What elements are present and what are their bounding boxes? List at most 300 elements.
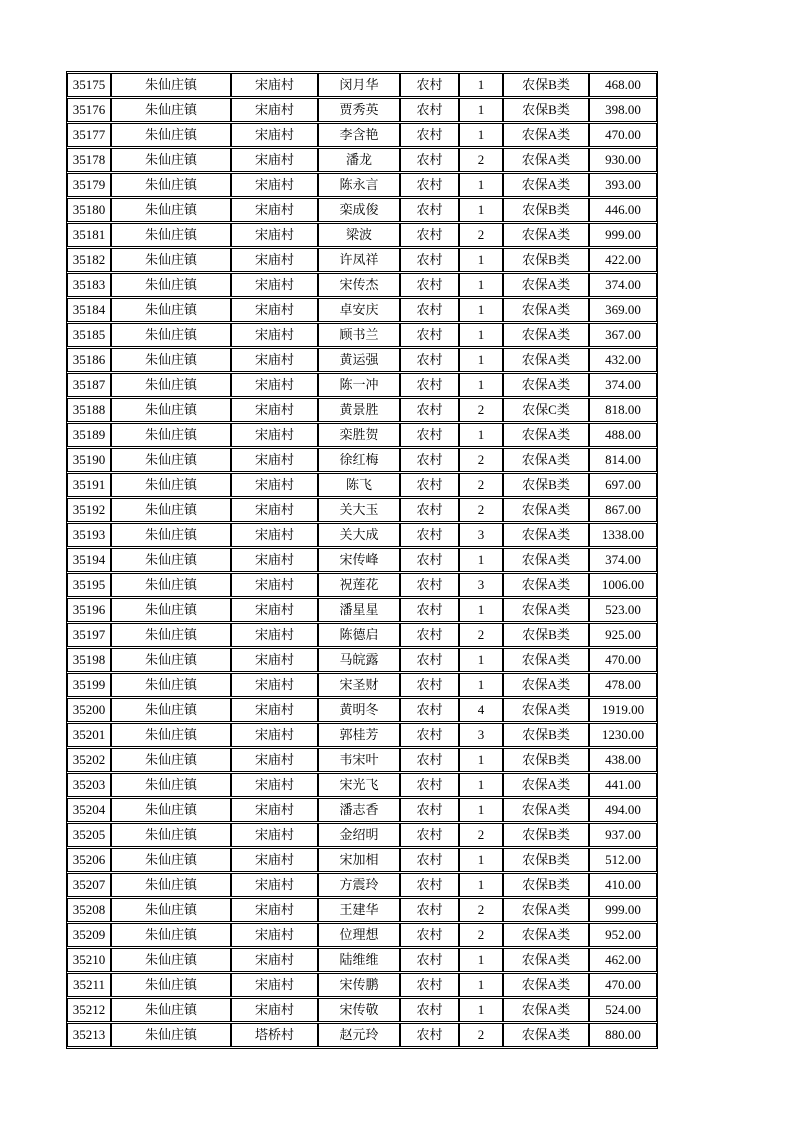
cell-amount: 999.00 <box>589 223 657 247</box>
cell-town: 朱仙庄镇 <box>111 173 231 197</box>
cell-serial-number: 35196 <box>67 598 111 622</box>
table-row <box>67 248 657 272</box>
cell-serial-number: 35199 <box>67 673 111 697</box>
cell-serial-number: 35212 <box>67 998 111 1022</box>
cell-person-count: 2 <box>459 623 503 647</box>
cell-person-count: 2 <box>459 473 503 497</box>
cell-town: 朱仙庄镇 <box>111 223 231 247</box>
cell-person-count: 1 <box>459 198 503 222</box>
cell-amount: 432.00 <box>589 348 657 372</box>
cell-person-count: 1 <box>459 948 503 972</box>
cell-person-name: 祝莲花 <box>318 573 400 597</box>
cell-household-type: 农村 <box>400 648 459 672</box>
cell-serial-number: 35180 <box>67 198 111 222</box>
cell-amount: 925.00 <box>589 623 657 647</box>
cell-serial-number: 35175 <box>67 73 111 97</box>
table-row <box>67 648 657 672</box>
table-row <box>67 223 657 247</box>
cell-serial-number: 35210 <box>67 948 111 972</box>
cell-household-type: 农村 <box>400 523 459 547</box>
cell-village: 宋庙村 <box>231 648 318 672</box>
table-row <box>67 1023 657 1047</box>
cell-insurance-category: 农保A类 <box>503 448 589 472</box>
cell-person-name: 陈一冲 <box>318 373 400 397</box>
table-row <box>67 873 657 897</box>
cell-household-type: 农村 <box>400 323 459 347</box>
cell-household-type: 农村 <box>400 448 459 472</box>
cell-village: 宋庙村 <box>231 998 318 1022</box>
cell-town: 朱仙庄镇 <box>111 823 231 847</box>
cell-household-type: 农村 <box>400 423 459 447</box>
cell-village: 塔桥村 <box>231 1023 318 1047</box>
cell-amount: 438.00 <box>589 748 657 772</box>
cell-household-type: 农村 <box>400 348 459 372</box>
table-row <box>67 273 657 297</box>
cell-town: 朱仙庄镇 <box>111 423 231 447</box>
table-row <box>67 748 657 772</box>
cell-person-name: 金绍明 <box>318 823 400 847</box>
cell-person-name: 宋传峰 <box>318 548 400 572</box>
cell-serial-number: 35208 <box>67 898 111 922</box>
cell-village: 宋庙村 <box>231 248 318 272</box>
cell-household-type: 农村 <box>400 598 459 622</box>
cell-town: 朱仙庄镇 <box>111 448 231 472</box>
cell-person-count: 2 <box>459 148 503 172</box>
cell-serial-number: 35183 <box>67 273 111 297</box>
cell-insurance-category: 农保B类 <box>503 748 589 772</box>
cell-amount: 814.00 <box>589 448 657 472</box>
cell-village: 宋庙村 <box>231 823 318 847</box>
cell-village: 宋庙村 <box>231 73 318 97</box>
table-row <box>67 173 657 197</box>
cell-village: 宋庙村 <box>231 348 318 372</box>
cell-amount: 410.00 <box>589 873 657 897</box>
cell-person-name: 陆维维 <box>318 948 400 972</box>
cell-person-name: 郭桂芳 <box>318 723 400 747</box>
cell-town: 朱仙庄镇 <box>111 73 231 97</box>
cell-household-type: 农村 <box>400 1023 459 1047</box>
cell-town: 朱仙庄镇 <box>111 948 231 972</box>
cell-village: 宋庙村 <box>231 123 318 147</box>
cell-serial-number: 35191 <box>67 473 111 497</box>
cell-amount: 999.00 <box>589 898 657 922</box>
cell-town: 朱仙庄镇 <box>111 473 231 497</box>
cell-household-type: 农村 <box>400 698 459 722</box>
cell-town: 朱仙庄镇 <box>111 98 231 122</box>
table-row <box>67 598 657 622</box>
cell-serial-number: 35192 <box>67 498 111 522</box>
cell-insurance-category: 农保A类 <box>503 598 589 622</box>
cell-town: 朱仙庄镇 <box>111 748 231 772</box>
table-row <box>67 698 657 722</box>
cell-person-count: 2 <box>459 1023 503 1047</box>
cell-village: 宋庙村 <box>231 773 318 797</box>
table-row <box>67 323 657 347</box>
table-row <box>67 498 657 522</box>
cell-household-type: 农村 <box>400 198 459 222</box>
cell-person-name: 宋光飞 <box>318 773 400 797</box>
cell-person-name: 贾秀英 <box>318 98 400 122</box>
cell-person-name: 潘星星 <box>318 598 400 622</box>
cell-household-type: 农村 <box>400 98 459 122</box>
cell-amount: 494.00 <box>589 798 657 822</box>
table-row <box>67 923 657 947</box>
cell-household-type: 农村 <box>400 673 459 697</box>
cell-household-type: 农村 <box>400 773 459 797</box>
cell-town: 朱仙庄镇 <box>111 398 231 422</box>
cell-village: 宋庙村 <box>231 848 318 872</box>
cell-person-count: 1 <box>459 773 503 797</box>
cell-amount: 374.00 <box>589 273 657 297</box>
cell-person-name: 陈永言 <box>318 173 400 197</box>
cell-village: 宋庙村 <box>231 898 318 922</box>
cell-town: 朱仙庄镇 <box>111 723 231 747</box>
cell-insurance-category: 农保A类 <box>503 948 589 972</box>
cell-person-count: 2 <box>459 823 503 847</box>
cell-person-name: 闵月华 <box>318 73 400 97</box>
cell-household-type: 农村 <box>400 998 459 1022</box>
cell-person-count: 3 <box>459 723 503 747</box>
cell-village: 宋庙村 <box>231 598 318 622</box>
cell-village: 宋庙村 <box>231 748 318 772</box>
cell-insurance-category: 农保A类 <box>503 298 589 322</box>
cell-amount: 462.00 <box>589 948 657 972</box>
cell-serial-number: 35177 <box>67 123 111 147</box>
cell-person-name: 位理想 <box>318 923 400 947</box>
cell-town: 朱仙庄镇 <box>111 773 231 797</box>
cell-person-count: 3 <box>459 573 503 597</box>
cell-person-name: 关大成 <box>318 523 400 547</box>
cell-town: 朱仙庄镇 <box>111 673 231 697</box>
cell-person-name: 赵元玲 <box>318 1023 400 1047</box>
cell-insurance-category: 农保A类 <box>503 523 589 547</box>
cell-village: 宋庙村 <box>231 573 318 597</box>
cell-insurance-category: 农保B类 <box>503 723 589 747</box>
cell-town: 朱仙庄镇 <box>111 598 231 622</box>
cell-amount: 446.00 <box>589 198 657 222</box>
cell-town: 朱仙庄镇 <box>111 323 231 347</box>
cell-town: 朱仙庄镇 <box>111 148 231 172</box>
cell-household-type: 农村 <box>400 873 459 897</box>
cell-village: 宋庙村 <box>231 298 318 322</box>
cell-serial-number: 35178 <box>67 148 111 172</box>
table-body <box>67 73 657 1047</box>
cell-town: 朱仙庄镇 <box>111 273 231 297</box>
cell-person-count: 3 <box>459 523 503 547</box>
cell-amount: 393.00 <box>589 173 657 197</box>
cell-insurance-category: 农保A类 <box>503 323 589 347</box>
table-row <box>67 148 657 172</box>
cell-serial-number: 35190 <box>67 448 111 472</box>
cell-serial-number: 35207 <box>67 873 111 897</box>
cell-amount: 512.00 <box>589 848 657 872</box>
cell-amount: 1338.00 <box>589 523 657 547</box>
cell-village: 宋庙村 <box>231 923 318 947</box>
cell-insurance-category: 农保B类 <box>503 623 589 647</box>
cell-serial-number: 35209 <box>67 923 111 947</box>
cell-insurance-category: 农保A类 <box>503 773 589 797</box>
table-row <box>67 298 657 322</box>
cell-amount: 1230.00 <box>589 723 657 747</box>
cell-household-type: 农村 <box>400 223 459 247</box>
cell-village: 宋庙村 <box>231 448 318 472</box>
cell-village: 宋庙村 <box>231 698 318 722</box>
cell-insurance-category: 农保A类 <box>503 498 589 522</box>
table-row <box>67 548 657 572</box>
cell-person-name: 黄明冬 <box>318 698 400 722</box>
table-row <box>67 623 657 647</box>
cell-person-count: 1 <box>459 673 503 697</box>
cell-person-count: 2 <box>459 923 503 947</box>
cell-serial-number: 35211 <box>67 973 111 997</box>
cell-serial-number: 35203 <box>67 773 111 797</box>
cell-amount: 1006.00 <box>589 573 657 597</box>
cell-village: 宋庙村 <box>231 873 318 897</box>
cell-person-count: 2 <box>459 898 503 922</box>
cell-insurance-category: 农保B类 <box>503 473 589 497</box>
cell-person-name: 宋圣财 <box>318 673 400 697</box>
cell-insurance-category: 农保A类 <box>503 148 589 172</box>
cell-town: 朱仙庄镇 <box>111 848 231 872</box>
cell-person-name: 宋加相 <box>318 848 400 872</box>
cell-person-count: 1 <box>459 748 503 772</box>
cell-person-count: 1 <box>459 973 503 997</box>
cell-village: 宋庙村 <box>231 98 318 122</box>
cell-serial-number: 35181 <box>67 223 111 247</box>
cell-person-name: 王建华 <box>318 898 400 922</box>
cell-serial-number: 35197 <box>67 623 111 647</box>
cell-town: 朱仙庄镇 <box>111 123 231 147</box>
cell-household-type: 农村 <box>400 573 459 597</box>
cell-village: 宋庙村 <box>231 673 318 697</box>
cell-person-name: 陈飞 <box>318 473 400 497</box>
cell-insurance-category: 农保B类 <box>503 73 589 97</box>
cell-person-name: 关大玉 <box>318 498 400 522</box>
cell-insurance-category: 农保B类 <box>503 848 589 872</box>
cell-serial-number: 35184 <box>67 298 111 322</box>
cell-serial-number: 35201 <box>67 723 111 747</box>
cell-household-type: 农村 <box>400 948 459 972</box>
cell-amount: 422.00 <box>589 248 657 272</box>
cell-person-name: 方震玲 <box>318 873 400 897</box>
cell-amount: 697.00 <box>589 473 657 497</box>
cell-town: 朱仙庄镇 <box>111 873 231 897</box>
cell-amount: 523.00 <box>589 598 657 622</box>
cell-insurance-category: 农保A类 <box>503 698 589 722</box>
cell-town: 朱仙庄镇 <box>111 698 231 722</box>
cell-insurance-category: 农保B类 <box>503 198 589 222</box>
cell-person-count: 4 <box>459 698 503 722</box>
cell-serial-number: 35186 <box>67 348 111 372</box>
cell-person-name: 宋传杰 <box>318 273 400 297</box>
cell-person-name: 黄运强 <box>318 348 400 372</box>
cell-household-type: 农村 <box>400 148 459 172</box>
cell-town: 朱仙庄镇 <box>111 573 231 597</box>
cell-town: 朱仙庄镇 <box>111 548 231 572</box>
cell-amount: 398.00 <box>589 98 657 122</box>
cell-person-count: 1 <box>459 548 503 572</box>
cell-insurance-category: 农保B类 <box>503 248 589 272</box>
cell-serial-number: 35176 <box>67 98 111 122</box>
cell-village: 宋庙村 <box>231 423 318 447</box>
cell-household-type: 农村 <box>400 923 459 947</box>
cell-person-count: 1 <box>459 173 503 197</box>
cell-household-type: 农村 <box>400 473 459 497</box>
cell-household-type: 农村 <box>400 248 459 272</box>
cell-household-type: 农村 <box>400 623 459 647</box>
table-row <box>67 398 657 422</box>
cell-household-type: 农村 <box>400 298 459 322</box>
cell-serial-number: 35206 <box>67 848 111 872</box>
cell-household-type: 农村 <box>400 498 459 522</box>
cell-person-count: 1 <box>459 73 503 97</box>
cell-amount: 470.00 <box>589 648 657 672</box>
table-row <box>67 848 657 872</box>
cell-town: 朱仙庄镇 <box>111 248 231 272</box>
cell-village: 宋庙村 <box>231 148 318 172</box>
table-row <box>67 98 657 122</box>
table-row <box>67 948 657 972</box>
cell-person-count: 2 <box>459 398 503 422</box>
table-row <box>67 198 657 222</box>
cell-person-name: 许凤祥 <box>318 248 400 272</box>
table-row <box>67 348 657 372</box>
cell-insurance-category: 农保B类 <box>503 98 589 122</box>
cell-village: 宋庙村 <box>231 173 318 197</box>
table-row <box>67 123 657 147</box>
cell-household-type: 农村 <box>400 898 459 922</box>
cell-insurance-category: 农保A类 <box>503 898 589 922</box>
cell-amount: 930.00 <box>589 148 657 172</box>
cell-town: 朱仙庄镇 <box>111 1023 231 1047</box>
cell-serial-number: 35200 <box>67 698 111 722</box>
cell-person-name: 宋传敬 <box>318 998 400 1022</box>
cell-insurance-category: 农保A类 <box>503 673 589 697</box>
cell-village: 宋庙村 <box>231 798 318 822</box>
cell-amount: 470.00 <box>589 973 657 997</box>
cell-insurance-category: 农保A类 <box>503 348 589 372</box>
cell-household-type: 农村 <box>400 748 459 772</box>
cell-town: 朱仙庄镇 <box>111 523 231 547</box>
cell-household-type: 农村 <box>400 173 459 197</box>
cell-insurance-category: 农保A类 <box>503 998 589 1022</box>
table-row <box>67 473 657 497</box>
cell-person-count: 1 <box>459 373 503 397</box>
cell-household-type: 农村 <box>400 398 459 422</box>
table-row <box>67 373 657 397</box>
table-row <box>67 448 657 472</box>
cell-amount: 818.00 <box>589 398 657 422</box>
cell-household-type: 农村 <box>400 798 459 822</box>
cell-person-count: 1 <box>459 873 503 897</box>
cell-household-type: 农村 <box>400 848 459 872</box>
cell-serial-number: 35193 <box>67 523 111 547</box>
table-row <box>67 798 657 822</box>
cell-insurance-category: 农保A类 <box>503 648 589 672</box>
cell-town: 朱仙庄镇 <box>111 923 231 947</box>
cell-amount: 441.00 <box>589 773 657 797</box>
cell-village: 宋庙村 <box>231 273 318 297</box>
cell-person-name: 栾成俊 <box>318 198 400 222</box>
cell-amount: 1919.00 <box>589 698 657 722</box>
cell-insurance-category: 农保B类 <box>503 873 589 897</box>
cell-village: 宋庙村 <box>231 623 318 647</box>
cell-serial-number: 35202 <box>67 748 111 772</box>
cell-person-count: 2 <box>459 448 503 472</box>
cell-serial-number: 35189 <box>67 423 111 447</box>
cell-person-name: 顾书兰 <box>318 323 400 347</box>
cell-serial-number: 35213 <box>67 1023 111 1047</box>
cell-amount: 488.00 <box>589 423 657 447</box>
cell-amount: 470.00 <box>589 123 657 147</box>
cell-town: 朱仙庄镇 <box>111 898 231 922</box>
cell-insurance-category: 农保A类 <box>503 973 589 997</box>
cell-person-name: 李含艳 <box>318 123 400 147</box>
cell-person-count: 1 <box>459 123 503 147</box>
cell-village: 宋庙村 <box>231 223 318 247</box>
cell-serial-number: 35187 <box>67 373 111 397</box>
cell-village: 宋庙村 <box>231 398 318 422</box>
cell-person-count: 1 <box>459 423 503 447</box>
cell-village: 宋庙村 <box>231 948 318 972</box>
cell-person-name: 黄景胜 <box>318 398 400 422</box>
cell-amount: 478.00 <box>589 673 657 697</box>
cell-insurance-category: 农保A类 <box>503 798 589 822</box>
cell-village: 宋庙村 <box>231 973 318 997</box>
cell-village: 宋庙村 <box>231 198 318 222</box>
cell-insurance-category: 农保A类 <box>503 123 589 147</box>
cell-serial-number: 35205 <box>67 823 111 847</box>
cell-person-name: 潘龙 <box>318 148 400 172</box>
table-row <box>67 998 657 1022</box>
cell-insurance-category: 农保C类 <box>503 398 589 422</box>
cell-village: 宋庙村 <box>231 523 318 547</box>
table-row <box>67 973 657 997</box>
cell-person-count: 1 <box>459 998 503 1022</box>
cell-person-name: 马皖露 <box>318 648 400 672</box>
cell-person-count: 1 <box>459 323 503 347</box>
cell-serial-number: 35194 <box>67 548 111 572</box>
cell-insurance-category: 农保A类 <box>503 548 589 572</box>
cell-person-count: 1 <box>459 248 503 272</box>
cell-village: 宋庙村 <box>231 723 318 747</box>
cell-serial-number: 35185 <box>67 323 111 347</box>
cell-insurance-category: 农保A类 <box>503 1023 589 1047</box>
cell-person-count: 1 <box>459 798 503 822</box>
cell-person-count: 1 <box>459 298 503 322</box>
cell-household-type: 农村 <box>400 548 459 572</box>
cell-town: 朱仙庄镇 <box>111 198 231 222</box>
cell-person-count: 1 <box>459 98 503 122</box>
cell-serial-number: 35198 <box>67 648 111 672</box>
cell-village: 宋庙村 <box>231 548 318 572</box>
cell-person-count: 1 <box>459 273 503 297</box>
benefits-table <box>66 71 658 1049</box>
cell-village: 宋庙村 <box>231 373 318 397</box>
cell-town: 朱仙庄镇 <box>111 373 231 397</box>
cell-insurance-category: 农保B类 <box>503 823 589 847</box>
cell-person-name: 栾胜贺 <box>318 423 400 447</box>
cell-household-type: 农村 <box>400 273 459 297</box>
cell-person-name: 卓安庆 <box>318 298 400 322</box>
cell-amount: 369.00 <box>589 298 657 322</box>
table-row <box>67 823 657 847</box>
cell-person-count: 1 <box>459 848 503 872</box>
table-row <box>67 573 657 597</box>
cell-serial-number: 35182 <box>67 248 111 272</box>
cell-person-name: 徐红梅 <box>318 448 400 472</box>
table-row <box>67 73 657 97</box>
